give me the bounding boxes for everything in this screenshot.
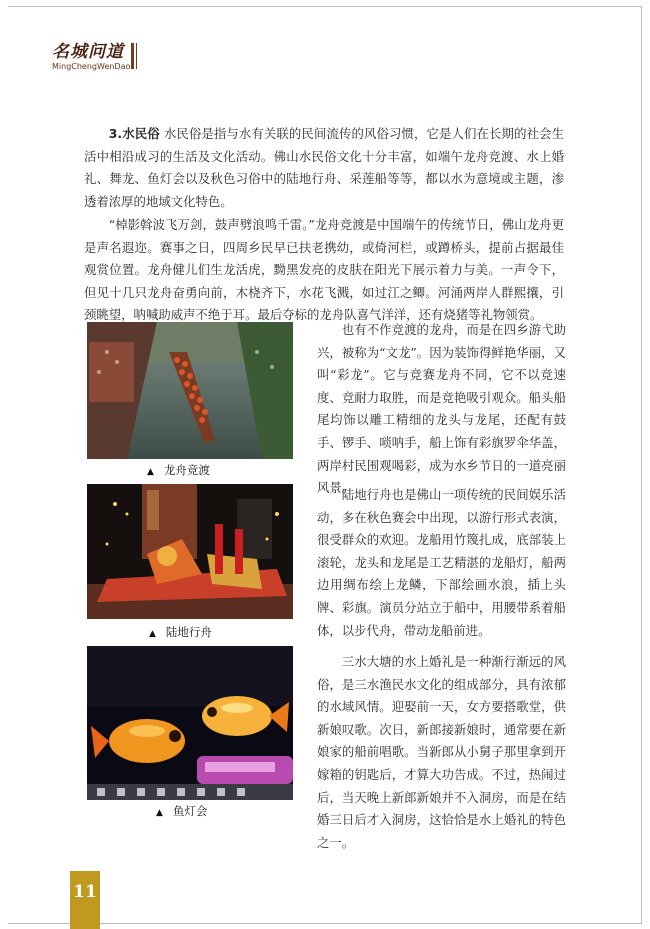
section-heading: 3.水民俗 xyxy=(108,126,160,141)
logo-divider-thin xyxy=(136,43,137,69)
fish-lantern-image xyxy=(87,646,293,800)
caption-text: 龙舟竞渡 xyxy=(163,463,210,477)
photo-dragon-boat-race xyxy=(87,322,293,459)
logo-divider xyxy=(131,43,134,69)
dragon-boat-image xyxy=(87,322,293,459)
page-number: 11 xyxy=(73,882,97,902)
caption-fish-lantern xyxy=(156,804,207,820)
caption-land-boat xyxy=(149,625,212,641)
land-boat-image xyxy=(87,484,293,619)
paragraph-water-wedding: 三水大塘的水上婚礼是一种渐行渐远的风俗，是三水渔民水文化的组成部分，具有浓郁的水域风情。迎娶前一天，女方要搭歌堂，供新娘叹歌。次日，新郎接新娘时，通常要在新娘家的船前唱歌。当新郎从小舅子那里拿到开嫁箱的钥匙后，才算大功告成。不过，热闹过后，当天晚上新郎新娘并不入洞房，而是在结婚三日后才入洞房，这恰恰是水上婚礼的特色之一。 xyxy=(317,654,566,850)
caption-marker-icon: ▲ xyxy=(156,808,163,818)
paragraph-wenlong: 也有不作竞渡的龙舟，而是在四乡游弋助兴，被称为“文龙”。因为装饰得鲜艳华丽，又叫“彩龙”。它与竞赛龙舟不同，它不以竞速度、竞耐力取胜，而是竞艳吸引观众。船头船尾均饰以雕工精细的龙头与龙尾，还配有鼓手、锣手、唢呐手，船上饰有彩旗罗伞华盖，两岸村民围观喝彩，成为水乡节日的一道亮丽风景。 xyxy=(317,322,566,496)
page-border-top xyxy=(8,6,642,7)
logo-subtitle: MingChengWenDao xyxy=(52,62,131,71)
paragraph-dragon-boat: “棹影斡波飞万剑，鼓声劈浪鸣千雷。”龙舟竞渡是中国端午的传统节日，佛山龙舟更是声名遐迩。赛事之日，四周乡民早已扶老携幼，或倚河栏，或蹲桥头，提前占据最佳观赏位置。龙舟健儿们生龙活虎，黝黑发亮的皮肤在阳光下展示着力与美。一声令下，但见十几只龙舟奋勇向前，木桡齐下，水花飞溅，如过江之鲫。河涌两岸人群熙攘，引颈眺望，呐喊助威声不绝于耳。最后夺标的龙舟队喜气洋洋，还有烧猪等礼物领赏。 xyxy=(84,217,564,323)
page-border-right xyxy=(641,6,642,924)
header-logo xyxy=(52,42,142,74)
page-border-bottom xyxy=(8,923,642,924)
paragraph-land-boat: 陆地行舟也是佛山一项传统的民间娱乐活动，多在秋色赛会中出现，以游行形式表演，很受群众的欢迎。龙船用竹篾扎成，底部装上滚轮，龙头和龙尾是工艺精湛的龙船灯，船两边用绸布绘上龙鳞，下部绘画水浪，插上头牌、彩旗。演员分站立于船中，用腰带系着船体，以步代舟，带动龙船前进。 xyxy=(317,487,566,638)
photo-fish-lantern xyxy=(87,646,293,800)
logo-title: 名城问道 xyxy=(52,42,124,62)
caption-dragon-boat-race xyxy=(147,463,210,479)
photo-land-boat xyxy=(87,484,293,619)
caption-marker-icon: ▲ xyxy=(149,629,156,639)
caption-text: 陆地行舟 xyxy=(165,625,212,639)
paragraph-intro xyxy=(84,123,564,213)
intro-text: 水民俗是指与水有关联的民间流传的风俗习惯，它是人们在长期的社会生活中相沿成习的生活及文化活动。佛山水民俗文化十分丰富，如端午龙舟竞渡、水上婚礼、舞龙、鱼灯会以及秋色习俗中的陆地行舟、采莲船等等，都以水为意境或主题，渗透着浓厚的地域文化特色。 xyxy=(84,126,564,209)
caption-marker-icon: ▲ xyxy=(147,467,154,477)
caption-text: 鱼灯会 xyxy=(172,804,208,818)
